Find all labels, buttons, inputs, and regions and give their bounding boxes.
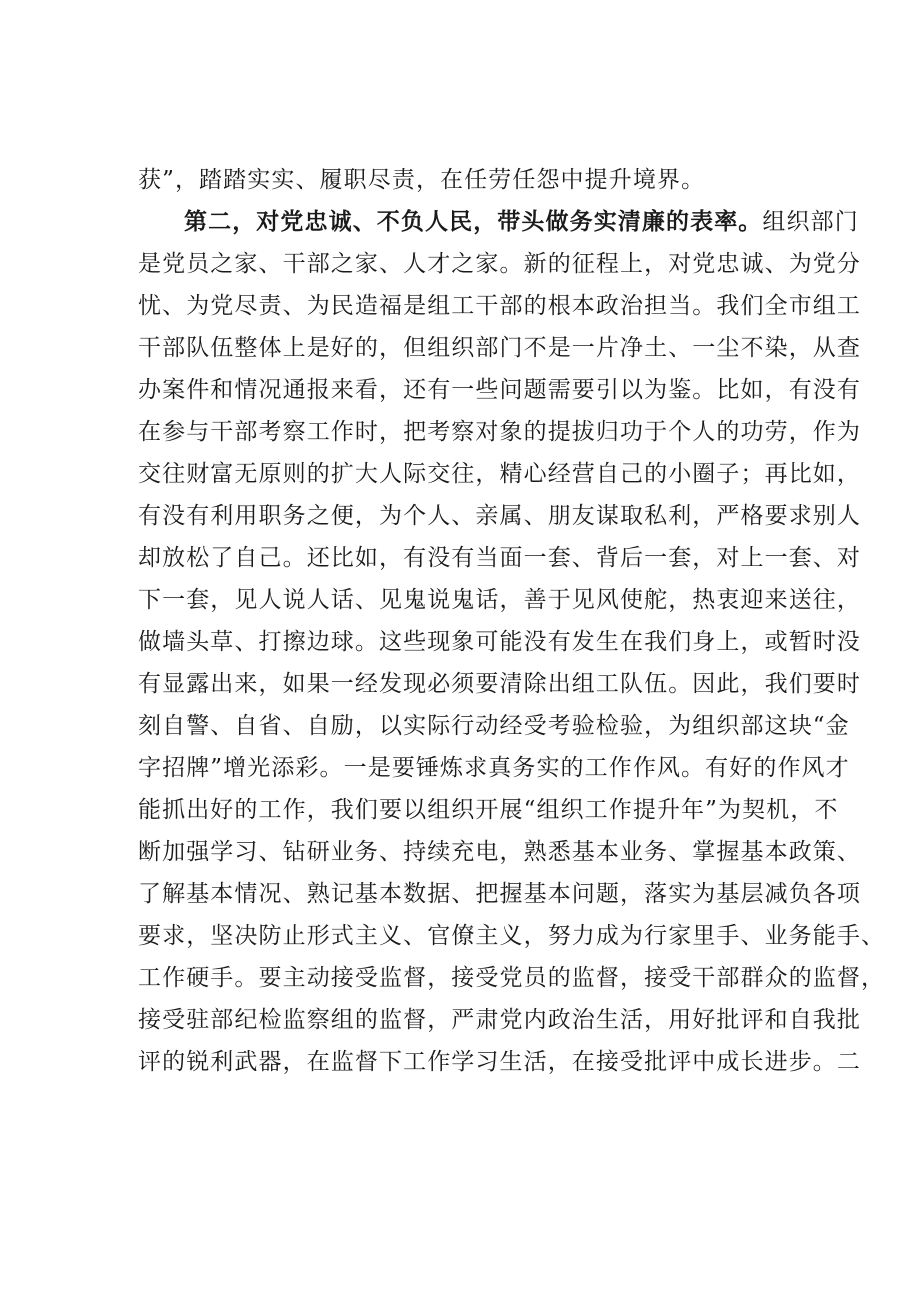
text-line-13: 有显露出来，如果一经发现必须要清除出组工队伍。因此，我们要时	[138, 671, 861, 697]
text-line-8: 交往财富无原则的扩大人际交往，精心经营自己的小圈子；再比如，	[138, 461, 861, 487]
text-line-10: 却放松了自己。还比如，有没有当面一套、背后一套，对上一套、对	[138, 545, 861, 571]
paragraph-2-first-line	[184, 206, 859, 238]
text-line-16: 能抓出好的工作，我们要以组织开展“组织工作提升年”为契机，不	[138, 797, 839, 823]
text-line-12: 做墙头草、打擦边球。这些现象可能没有发生在我们身上，或暂时没	[138, 629, 861, 655]
text-line-7: 在参与干部考察工作时，把考察对象的提拔归功于个人的功劳，作为	[138, 419, 861, 445]
paragraph-heading: 第二，对党忠诚、不负人民，带头做务实清廉的表率。	[184, 208, 763, 235]
text-line-19: 要求，坚决防止形式主义、官僚主义，努力成为行家里手、业务能手、	[138, 923, 886, 949]
text-line-5: 干部队伍整体上是好的，但组织部门不是一片净土、一尘不染，从查	[138, 335, 861, 361]
text-line-9: 有没有利用职务之便，为个人、亲属、朋友谋取私利，严格要求别人	[138, 503, 861, 529]
text-line-18: 了解基本情况、熟记基本数据、把握基本问题，落实为基层减负各项	[138, 881, 861, 907]
text-line-6: 办案件和情况通报来看，还有一些问题需要引以为鉴。比如，有没有	[138, 377, 861, 403]
text-line-14: 刻自警、自省、自励，以实际行动经受考验检验，为组织部这块“金	[138, 713, 850, 739]
paragraph-heading-continuation: 组织部门	[762, 209, 859, 235]
text-line-3: 是党员之家、干部之家、人才之家。新的征程上，对党忠诚、为党分	[138, 251, 861, 277]
text-line-20: 工作硬手。要主动接受监督，接受党员的监督，接受干部群众的监督，	[138, 965, 886, 991]
text-line-11: 下一套，见人说人话、见鬼说鬼话，善于见风使舵，热衷迎来送往，	[138, 587, 861, 613]
text-line-22: 评的锐利武器，在监督下工作学习生活，在接受批评中成长进步。二	[138, 1049, 861, 1075]
text-line-17: 断加强学习、钻研业务、持续充电，熟悉基本业务、掌握基本政策、	[138, 839, 861, 865]
text-line-15: 字招牌”增光添彩。一是要锤炼求真务实的工作作风。有好的作风才	[138, 755, 850, 781]
text-line-21: 接受驻部纪检监察组的监督，严肃党内政治生活，用好批评和自我批	[138, 1007, 861, 1033]
text-line-1: 获”，踏踏实实、履职尽责，在任劳任怨中提升境界。	[138, 167, 706, 193]
text-line-4: 忧、为党尽责、为民造福是组工干部的根本政治担当。我们全市组工	[138, 293, 861, 319]
